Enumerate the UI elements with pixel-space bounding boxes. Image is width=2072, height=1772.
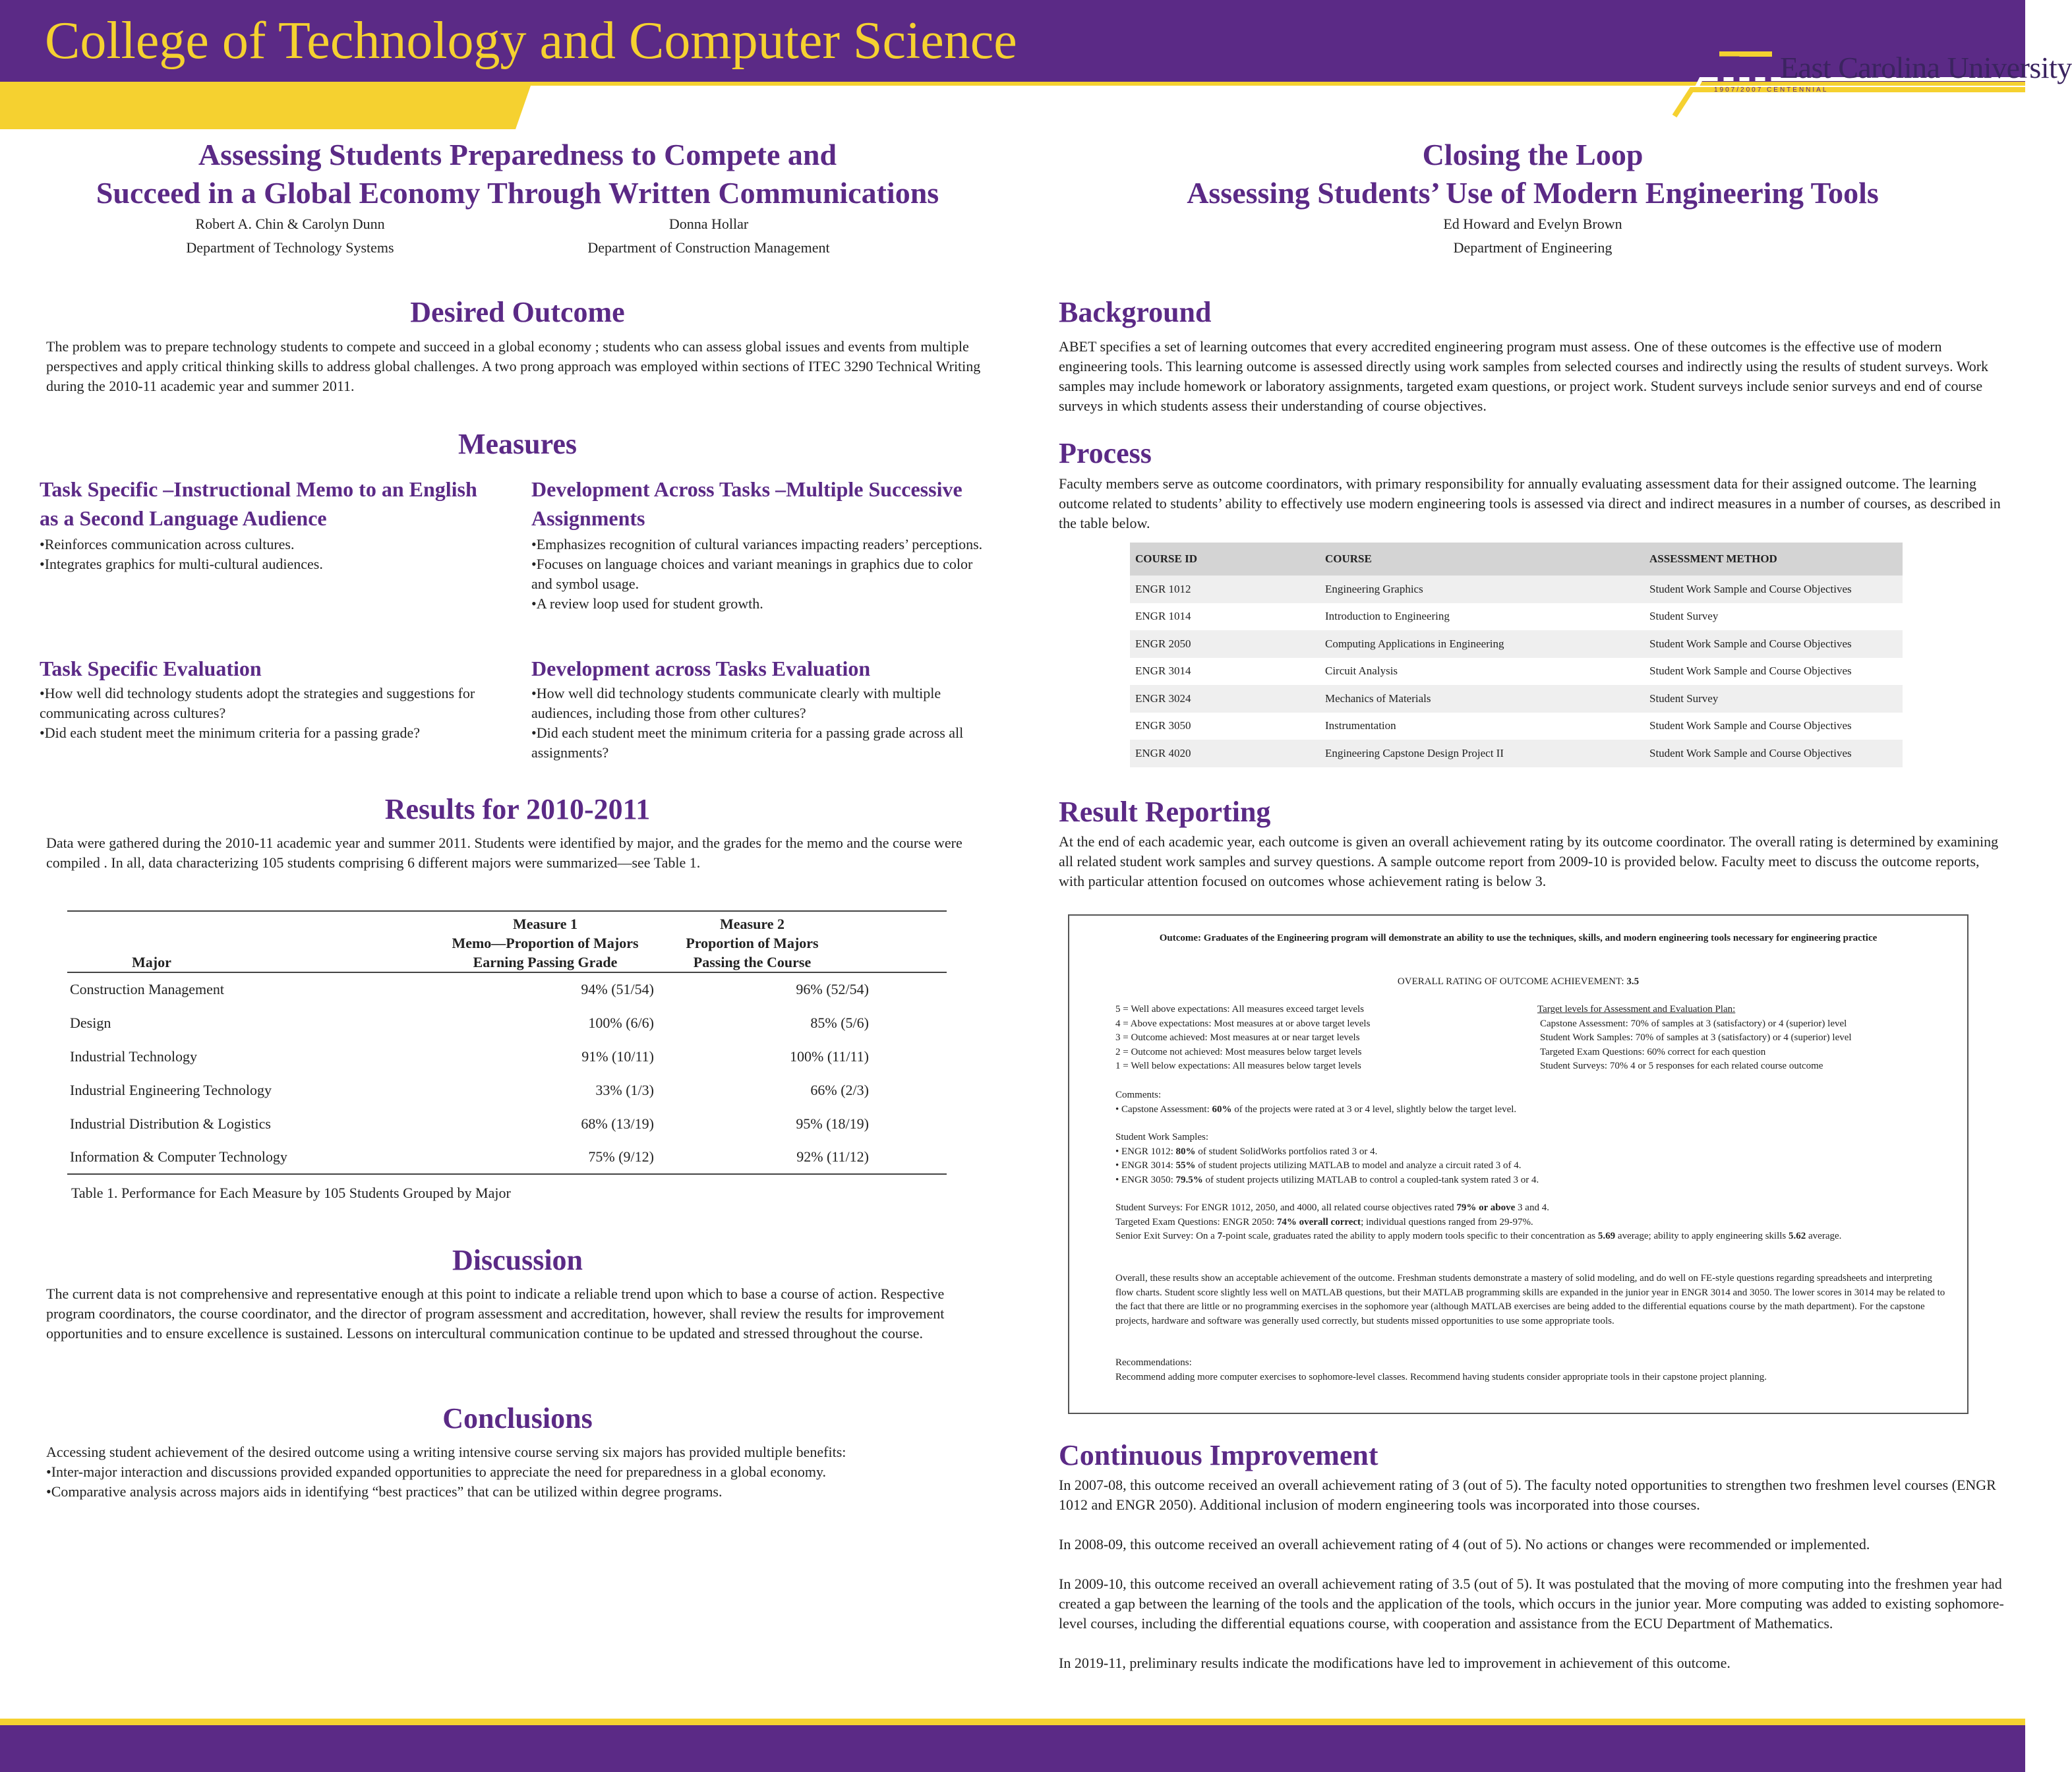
dev-across-heading: Development Across Tasks –Multiple Successive Assignments <box>531 477 962 530</box>
discussion-heading: Discussion <box>452 1244 583 1276</box>
right-affiliation <box>1371 212 1694 260</box>
conclusions-text <box>46 1442 989 1502</box>
student-work-samples <box>1115 1131 1946 1187</box>
desired-outcome-heading: Desired Outcome <box>410 296 625 328</box>
list-item: Accessing student achievement of the desired outcome using a writing intensive course serving six majors has provided multiple benefits: <box>46 1444 846 1460</box>
col-header-course: COURSE <box>1320 543 1644 576</box>
table-row: Industrial Distribution & Logistics 68% (13/19) 95% (18/19) <box>70 1115 869 1132</box>
sws-label: Student Work Samples: <box>1115 1132 1209 1142</box>
overall-rating: OVERALL RATING OF OUTCOME ACHIEVEMENT: 3.5 <box>1397 976 1640 987</box>
process-text: Faculty members serve as outcome coordinators, with primary responsibility for annually evaluating assessment data for their assigned outcome. The learning outcome related to students’ ability to effectively use modern engineering tools is assessed via direct and indirect measures in a number of courses, as described in the table below. <box>1059 475 2001 531</box>
continuous-improvement-text <box>1059 1475 2008 1673</box>
list-item: 2 = Outcome not achieved: Most measures below target levels <box>1115 1046 1362 1057</box>
college-title: College of Technology and Computer Science <box>45 12 1017 70</box>
student-surveys-line: Student Surveys: For ENGR 1012, 2050, and 4000, all related course objectives rated 79% or above 3 and 4. <box>1115 1202 1549 1213</box>
list-item: • ENGR 1012: 80% of student SolidWorks portfolios rated 3 or 4. <box>1115 1146 1378 1157</box>
list-item: In 2019-11, preliminary results indicate the modifications have led to improvement in achievement of this outcome. <box>1059 1655 1731 1671</box>
comments-label: Comments: <box>1115 1090 1162 1100</box>
list-item: 3 = Outcome achieved: Most measures at or near target levels <box>1115 1032 1360 1043</box>
background-heading: Background <box>1059 296 1212 328</box>
col-header-measure1: Measure 1 Memo—Proportion of Majors Earning Passing Grade <box>452 916 639 970</box>
list-item: 4 = Above expectations: Most measures at or above target levels <box>1115 1018 1371 1029</box>
list-item: 1 = Well below expectations: All measures below target levels <box>1115 1061 1361 1071</box>
recommendations <box>1115 1356 1951 1384</box>
list-item: • ENGR 3014: 55% of student projects utilizing MATLAB to model and analyze a circuit rated 3 of 4. <box>1115 1160 1522 1171</box>
col-header-course-id: COURSE ID <box>1130 543 1320 576</box>
list-item: •A review loop used for student growth. <box>531 595 763 612</box>
list-item: •Focuses on language choices and variant meanings in graphics due to color and symbol usage. <box>531 556 973 592</box>
dept-engineering: Department of Engineering <box>1453 239 1613 256</box>
outcome-title: Outcome: Graduates of the Engineering program will demonstrate an ability to use the techniques, skills, and modern engineering tools necessary for engineering practice <box>1159 933 1878 943</box>
sample-outcome-report <box>1068 914 1968 1414</box>
right-poster-title <box>1042 136 2024 212</box>
list-item: •Emphasizes recognition of cultural variances impacting readers’ perceptions. <box>531 536 983 552</box>
footer-band <box>0 1725 2025 1772</box>
list-item: 5 = Well above expectations: All measures exceed target levels <box>1115 1004 1364 1015</box>
col-header-measure2: Measure 2 Proportion of Majors Passing the Course <box>686 916 819 970</box>
centennial-mark: 1907/2007 CENTENNIAL <box>1714 86 1829 94</box>
overall-rating-value: 3.5 <box>1626 976 1640 987</box>
list-item: Targeted Exam Questions: 60% correct for each question <box>1540 1046 1766 1057</box>
list-item: •Comparative analysis across majors aids in identifying “best practices” that can be utilized within degree programs. <box>46 1483 723 1500</box>
list-item: •Reinforces communication across cultures. <box>40 536 295 552</box>
table-row: ENGR 4020 Engineering Capstone Design Project II Student Work Sample and Course Objectives <box>1130 740 1903 767</box>
comments-block <box>1115 1088 1946 1117</box>
process-heading: Process <box>1059 437 1152 469</box>
course-table-header <box>1130 543 1903 576</box>
results-table-caption: Table 1. Performance for Each Measure by 105 Students Grouped by Major <box>71 1185 511 1201</box>
left-affiliation-2 <box>541 212 877 260</box>
continuous-improvement-heading: Continuous Improvement <box>1059 1439 1378 1471</box>
dev-eval-heading: Development across Tasks Evaluation <box>531 657 871 680</box>
target-levels <box>1537 1003 1959 1074</box>
table-row: Design 100% (6/6) 85% (5/6) <box>70 1014 869 1031</box>
task-eval-list <box>40 684 488 743</box>
author-chin-dunn: Robert A. Chin & Carolyn Dunn <box>195 216 385 232</box>
results-text: Data were gathered during the 2010-11 academic year and summer 2011. Students were identified by major, and the grades for the memo and the course were compiled . In all, data characterizing 105 students comprising 6 different majors were summarized—see Table 1. <box>46 835 962 871</box>
list-item: In 2009-10, this outcome received an overall achievement rating of 3.5 (out of 5). It was postulated that the moving of more computing into the freshmen year had created a gap between the learning of the tools and the application of the tools, which occurs in the junior year. More computing was added to existing sophomore-level courses, including the differential equations course, with cooperation and assistance from the ECU Department of Mathematics. <box>1059 1576 2004 1632</box>
task-specific-heading: Task Specific –Instructional Memo to an English as a Second Language Audience <box>40 477 477 530</box>
col-header-assessment: ASSESSMENT METHOD <box>1644 543 1903 576</box>
discussion-text: The current data is not comprehensive and representative enough at this point to indicate a reliable trend upon which to base a course of action. Respective program coordinators, the course coordinator, and the director of program assessment and accreditation, however, shall review the results for improvement opportunities and to ensure excellence is sustained. Lessons on intercultural communication continue to be updated and stressed throughout the course. <box>46 1285 945 1342</box>
results-heading: Results for 2010-2011 <box>384 793 651 825</box>
result-reporting-heading: Result Reporting <box>1059 796 1271 828</box>
dept-construction-management: Department of Construction Management <box>587 239 830 256</box>
targeted-exam-line: Targeted Exam Questions: ENGR 2050: 74% overall correct; individual questions ranged from 29-97%. <box>1115 1216 1533 1227</box>
list-item: Capstone Assessment: 70% of samples at 3 (satisfactory) or 4 (superior) level <box>1540 1018 1847 1029</box>
capstone-comment: • Capstone Assessment: 60% of the projects were rated at 3 or 4 level, slightly below the target level. <box>1115 1104 1517 1115</box>
task-eval-heading: Task Specific Evaluation <box>40 657 262 680</box>
senior-exit-line: Senior Exit Survey: On a 7-point scale, graduates rated the ability to apply modern tools specific to their concentration as 5.69 average; ability to apply engineering skills 5.62 average. <box>1115 1231 1842 1241</box>
rating-scale <box>1115 1003 1537 1074</box>
dev-eval-list <box>531 684 986 763</box>
task-specific-list <box>40 535 488 574</box>
list-item: Student Work Samples: 70% of samples at 3 (satisfactory) or 4 (superior) level <box>1540 1032 1852 1043</box>
left-title-line1: Assessing Students Preparedness to Compete and <box>198 138 837 171</box>
ecu-wordmark: East Carolina University <box>1780 51 2072 84</box>
left-poster-title <box>26 136 1009 212</box>
list-item: • ENGR 3050: 79.5% of student projects utilizing MATLAB to control a coupled-tank system rated 3 or 4. <box>1115 1174 1539 1185</box>
survey-results <box>1115 1201 1946 1244</box>
recommendations-label: Recommendations: <box>1115 1357 1192 1368</box>
desired-outcome-text: The problem was to prepare technology students to compete and succeed in a global economy ; students who can assess global issues and events from multiple perspectives and apply critical thinking skills to address global challenges. A two prong approach was employed within sections of ITEC 3290 Technical Writing during the 2010-11 academic year and summer 2011. <box>46 338 981 394</box>
table-row: Industrial Technology 91% (10/11) 100% (11/11) <box>70 1048 869 1065</box>
footer-gold-stripe <box>0 1719 2025 1725</box>
table-row: ENGR 3014 Circuit Analysis Student Work Sample and Course Objectives <box>1130 658 1903 686</box>
list-item: •Did each student meet the minimum criteria for a passing grade across all assignments? <box>531 724 964 761</box>
table-row: Construction Management 94% (51/54) 96% (52/54) <box>70 981 869 997</box>
author-howard-brown: Ed Howard and Evelyn Brown <box>1443 216 1622 232</box>
table-row: ENGR 2050 Computing Applications in Engineering Student Work Sample and Course Objectives <box>1130 630 1903 658</box>
list-item: •Integrates graphics for multi-cultural audiences. <box>40 556 323 572</box>
right-title-line2: Assessing Students’ Use of Modern Engineering Tools <box>1187 176 1879 210</box>
measures-heading: Measures <box>458 428 577 460</box>
table-row: ENGR 1014 Introduction to Engineering Student Survey <box>1130 603 1903 631</box>
list-item: In 2008-09, this outcome received an overall achievement rating of 4 (out of 5). No actions or changes were recommended or implemented. <box>1059 1536 1870 1552</box>
list-item: •How well did technology students communicate clearly with multiple audiences, including those from other cultures? <box>531 685 941 721</box>
dev-across-list <box>531 535 993 614</box>
background-text: ABET specifies a set of learning outcomes that every accredited engineering program must assess. One of these outcomes is the effective use of modern engineering tools. This learning outcome is assessed directly using work samples from selected courses and indirectly using the results of student surveys. Work samples may include homework or laboratory assignments, targeted exam questions, or project work. Student surveys include senior surveys and end of course surveys in which students assess their understanding of course objectives. <box>1059 338 1989 414</box>
results-table <box>67 910 947 1175</box>
result-reporting-text: At the end of each academic year, each outcome is given an overall achievement rating by its outcome coordinator. The overall rating is determined by examining all related student work samples and survey questions. A sample outcome report from 2009-10 is provided below. Faculty meet to discuss the outcome reports, with particular attention focused on outcomes whose achievement rating is below 3. <box>1059 833 1999 889</box>
list-item: Student Surveys: 70% 4 or 5 responses for each related course outcome <box>1540 1061 1823 1071</box>
table-row: ENGR 1012 Engineering Graphics Student Work Sample and Course Objectives <box>1130 576 1903 603</box>
target-levels-heading: Target levels for Assessment and Evaluation Plan: <box>1537 1004 1736 1015</box>
results-table-header <box>67 911 947 972</box>
list-item: In 2007-08, this outcome received an overall achievement rating of 3 (out of 5). The faculty noted opportunities to strengthen two freshmen level courses (ENGR 1012 and ENGR 2050). Additional inclusion of modern engineering tools was incorporated into those courses. <box>1059 1477 1996 1513</box>
list-item: •How well did technology students adopt the strategies and suggestions for communicating across cultures? <box>40 685 475 721</box>
author-hollar: Donna Hollar <box>668 216 749 232</box>
left-affiliation-1 <box>132 212 448 260</box>
recommendations-text: Recommend adding more computer exercises to sophomore-level classes. Recommend having students consider appropriate tools in their capstone project planning. <box>1115 1371 1767 1382</box>
table-row: ENGR 3024 Mechanics of Materials Student Survey <box>1130 685 1903 713</box>
table-row: Information & Computer Technology 75% (9/12) 92% (11/12) <box>67 1140 947 1174</box>
left-title-line2: Succeed in a Global Economy Through Written Communications <box>96 176 939 210</box>
list-item: •Did each student meet the minimum criteria for a passing grade? <box>40 724 421 741</box>
dept-technology-systems: Department of Technology Systems <box>186 239 394 256</box>
right-title-line1: Closing the Loop <box>1422 138 1643 171</box>
overall-paragraph: Overall, these results show an acceptable achievement of the outcome. Freshman students demonstrate a mastery of solid modeling, and do well on FE-style questions regarding spreadsheets and interpreting flow charts. Student score slightly less well on MATLAB questions, but their MATLAB programming skills are expanded in the junior year in ENGR 3014 and 3050. The lower scores in 3014 may be related to the fact that there are little or no programming exercises in the sophomore year (although MATLAB exercises are being added to the differential equations course by the math department). For the capstone projects, hardware and software was generally used correctly, but students missed opportunities to use some appropriate tools. <box>1115 1273 1945 1326</box>
col-header-major: Major <box>132 954 171 970</box>
conclusions-heading: Conclusions <box>442 1402 593 1434</box>
list-item: •Inter-major interaction and discussions provided expanded opportunities to appreciate the need for preparedness in a global economy. <box>46 1463 827 1480</box>
table-row: ENGR 3050 Instrumentation Student Work Sample and Course Objectives <box>1130 713 1903 740</box>
table-row: Industrial Engineering Technology 33% (1/3) 66% (2/3) <box>70 1081 869 1098</box>
course-table <box>1130 543 1903 767</box>
